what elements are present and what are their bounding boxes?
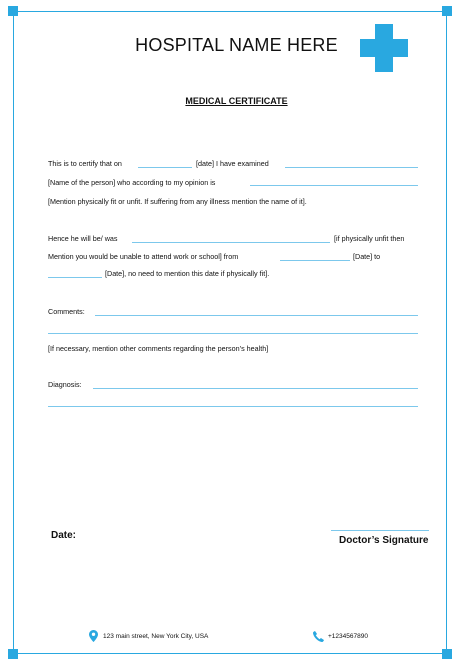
certificate-title: MEDICAL CERTIFICATE [185, 96, 288, 106]
person-name-text: [Name of the person] who according to my opinion is [48, 178, 216, 187]
unable-to-attend-text: Mention you would be unable to attend work or school] from [48, 252, 239, 261]
condition-blank[interactable] [132, 242, 330, 243]
phone-icon [313, 631, 324, 642]
hospital-name: HOSPITAL NAME HERE [135, 35, 338, 55]
certify-text: This is to certify that on [48, 159, 122, 168]
date-examined-blank[interactable] [138, 167, 192, 168]
date-label: Date: [51, 530, 77, 541]
end-date-blank[interactable] [48, 277, 102, 278]
comments-line-1[interactable] [95, 315, 418, 316]
phone-text: +1234567890 [328, 633, 368, 640]
corner-top-right [442, 6, 452, 16]
end-date-text: [Date], no need to mention this date if physically fit]. [105, 269, 270, 278]
comments-label: Comments: [48, 307, 85, 316]
corner-top-left [8, 6, 18, 16]
corner-bottom-left [8, 649, 18, 659]
diagnosis-label: Diagnosis: [48, 380, 82, 389]
diagnosis-line-1[interactable] [93, 388, 418, 389]
physically-unfit-text: [if physically unfit then [334, 234, 405, 243]
opinion-blank[interactable] [250, 185, 418, 186]
diagnosis-line-2[interactable] [48, 406, 418, 407]
from-date-blank[interactable] [280, 260, 350, 261]
doctor-signature-label: Doctor’s Signature [339, 535, 429, 546]
hence-text: Hence he will be/ was [48, 234, 118, 243]
comments-line-2[interactable] [48, 333, 418, 334]
examined-person-blank[interactable] [285, 167, 418, 168]
address-text: 123 main street, New York City, USA [103, 633, 209, 640]
comments-note: [If necessary, mention other comments regarding the person’s health] [48, 344, 269, 353]
signature-line[interactable] [331, 530, 429, 531]
to-date-text: [Date] to [353, 252, 381, 261]
medical-cross-icon [360, 24, 408, 72]
date-examined-text: [date] I have examined [196, 159, 269, 168]
corner-bottom-right [442, 649, 452, 659]
fitness-text: [Mention physically fit or unfit. If suffering from any illness mention the name of it]. [48, 197, 307, 206]
location-pin-icon [89, 630, 98, 642]
